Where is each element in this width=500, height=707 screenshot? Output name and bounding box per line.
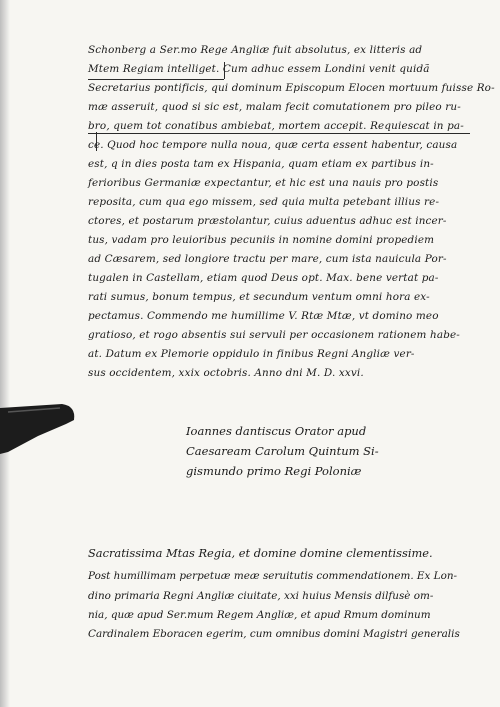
letter-line-15: pectamus. Commendo me humillime V. Rtæ Mtæ, vt domino meo xyxy=(88,310,439,322)
letter-line-1: Schonberg a Ser.mo Rege Angliæ fuit absolutus, ex litteris ad xyxy=(88,44,423,56)
letter-line-13: tugalen in Castellam, etiam quod Deus opt. Max. bene vertat pa- xyxy=(88,272,439,284)
letter-line-9: reposita, cum qua ego missem, sed quia multa petebant illius re- xyxy=(88,196,440,208)
underline-mark xyxy=(88,133,470,134)
letter2-line-2: Post humillimam perpetuæ meæ seruitutis commendationem. Ex Lon- xyxy=(88,570,458,582)
letter2-line-5: Cardinalem Eboracen egerim, cum omnibus domini Magistri generalis xyxy=(88,628,460,640)
letter-line-14: rati sumus, bonum tempus, et secundum ventum omni hora ex- xyxy=(88,291,430,303)
letter2-line-4: nia, quæ apud Ser.mum Regem Angliæ, et apud Rmum dominum xyxy=(88,609,431,621)
page-tab-shadow xyxy=(0,402,78,454)
letter-line-3: Secretarius pontificis, qui dominum Episcopum Elocen mortuum fuisse Ro- xyxy=(88,82,495,94)
letter-line-16: gratioso, et rogo absentis sui servuli per occasionem rationem habe- xyxy=(88,329,460,341)
letter-line-10: ctores, et postarum præstolantur, cuius aduentus adhuc est incer- xyxy=(88,215,447,227)
letter-line-17: at. Datum ex Plemorie oppidulo in finibus Regni Angliæ ver- xyxy=(88,348,415,360)
bracket-mark xyxy=(224,62,225,79)
letter-line-7: est, q in dies posta tam ex Hispania, quam etiam ex partibus in- xyxy=(88,158,434,170)
letter-line-2: Mtem Regiam intelliget. Cum adhuc essem Londini venit quidã xyxy=(88,63,430,75)
letter-line-4: mæ asseruit, quod si sic est, malam fecit comutationem pro pileo ru- xyxy=(88,101,461,113)
underline-mark xyxy=(88,79,224,80)
page-edge-shadow xyxy=(0,0,10,707)
letter2-salutation: Sacratissima Mtas Regia, et domine domine clementissime. xyxy=(88,546,433,560)
letter-line-5: bro, quem tot conatibus ambiebat, mortem accepit. Requiescat in pa- xyxy=(88,120,464,132)
letter-line-6: ce. Quod hoc tempore nulla noua, quæ certa essent habentur, causa xyxy=(88,139,458,151)
letter-line-8: ferioribus Germaniæ expectantur, et hic est una nauis pro postis xyxy=(88,177,439,189)
bracket-mark xyxy=(96,132,97,151)
signature-line-1: Ioannes dantiscus Orator apud xyxy=(186,424,367,438)
letter-line-11: tus, vadam pro leuioribus pecuniis in nomine domini propediem xyxy=(88,234,435,246)
letter-line-18: sus occidentem, xxix octobris. Anno dni M. D. xxvi. xyxy=(88,367,364,379)
signature-line-3: gismundo primo Regi Poloniæ xyxy=(186,464,362,478)
letter2-line-3: dino primaria Regni Angliæ ciuitate, xxi huius Mensis dilfusè om- xyxy=(88,590,434,602)
letter-line-12: ad Cæsarem, sed longiore tractu per mare, cum ista nauicula Por- xyxy=(88,253,447,265)
signature-line-2: Caesaream Carolum Quintum Si- xyxy=(186,444,379,458)
